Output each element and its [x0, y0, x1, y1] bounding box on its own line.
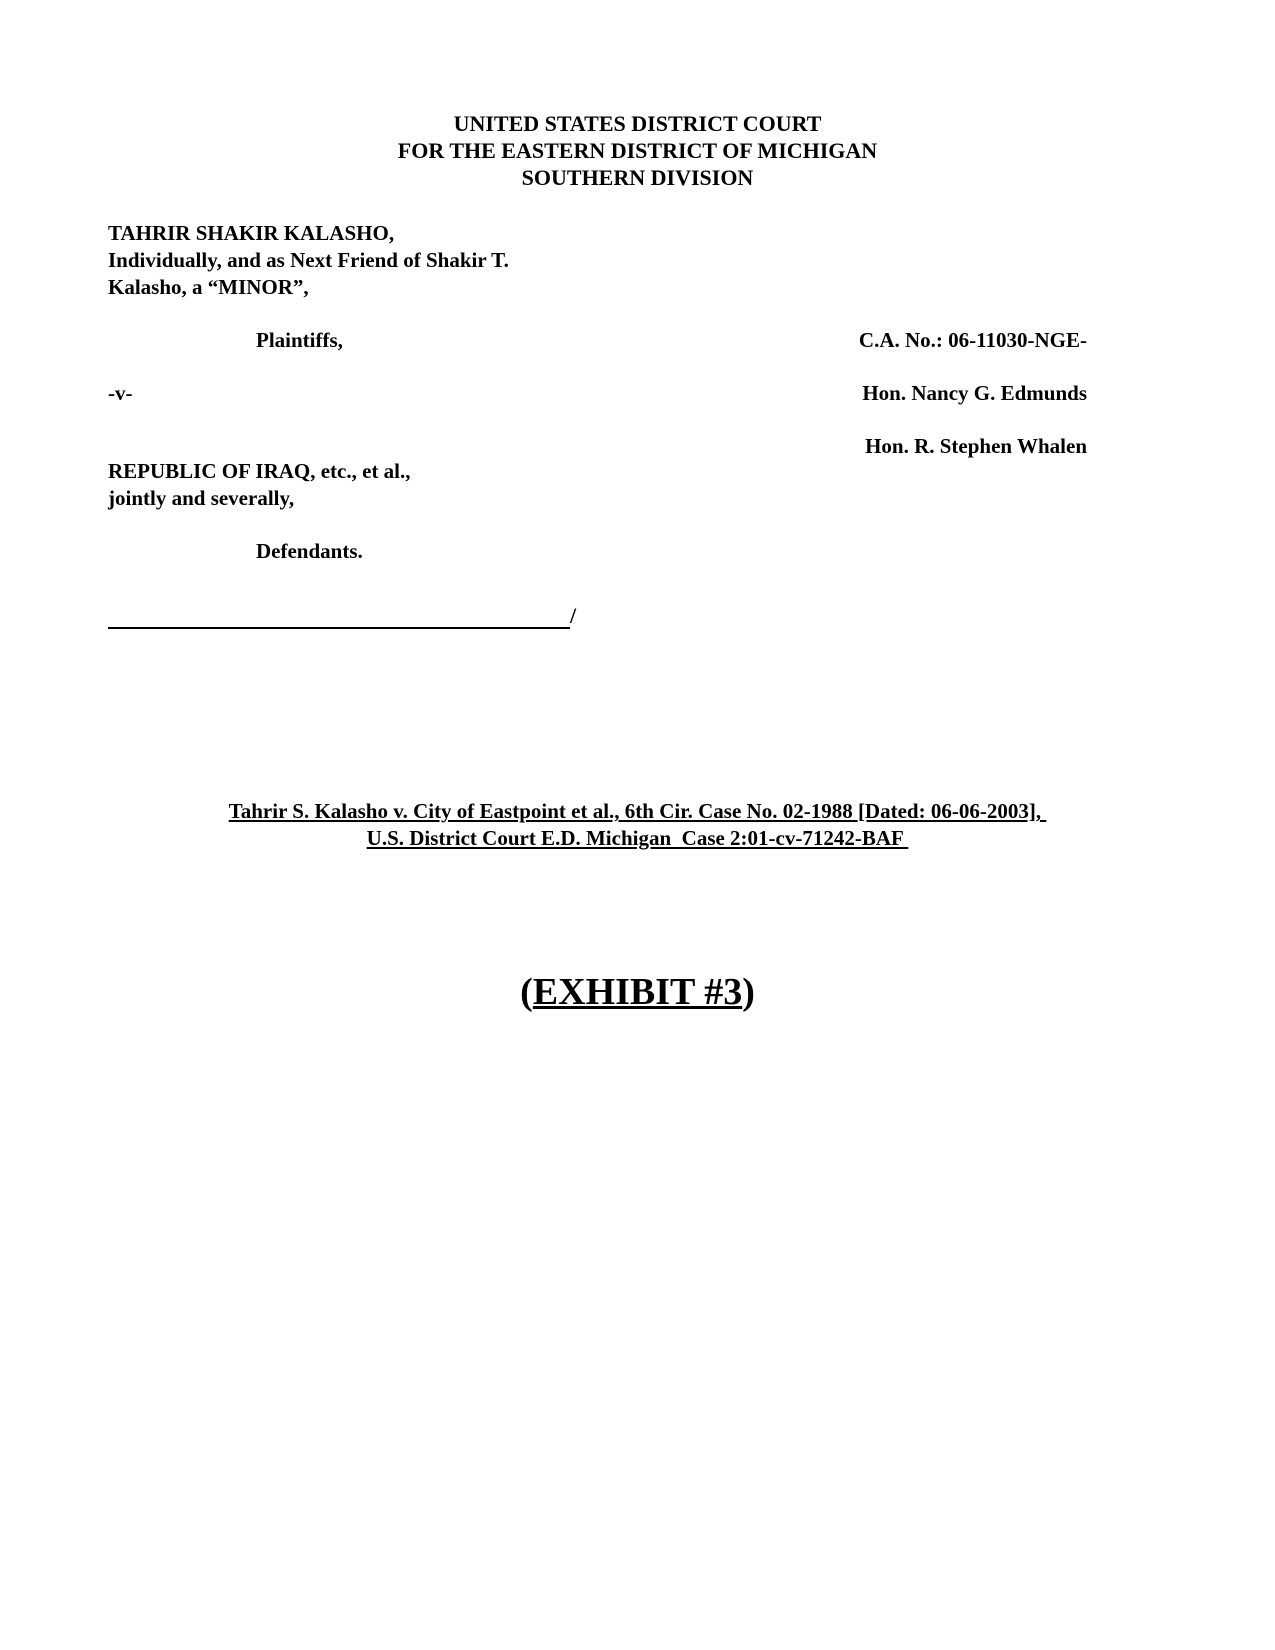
plaintiff-name: TAHRIR SHAKIR KALASHO,	[108, 221, 395, 245]
defendant-name: REPUBLIC OF IRAQ, etc., et al.,	[108, 459, 411, 483]
case-number: C.A. No.: 06-11030-NGE-	[858, 328, 1087, 352]
exhibit-close-paren: )	[742, 971, 755, 1013]
exhibit-label: EXHIBIT #3	[532, 971, 743, 1013]
exhibit-title	[0, 970, 1275, 1014]
versus-label: -v-	[108, 381, 133, 405]
judge-name: Hon. Nancy G. Edmunds	[862, 381, 1087, 405]
exhibit-open-paren: (	[520, 971, 533, 1013]
court-district: FOR THE EASTERN DISTRICT OF MICHIGAN	[397, 138, 878, 163]
appeal-case-reference: Tahrir S. Kalasho v. City of Eastpoint et al., 6th Cir. Case No. 02-1988 [Dated: 06-06-2003],	[228, 799, 1047, 823]
defendant-description: jointly and severally,	[108, 486, 295, 510]
defendants-label: Defendants.	[256, 539, 363, 563]
case-references	[0, 798, 1275, 852]
court-name: UNITED STATES DISTRICT COURT	[453, 111, 822, 136]
plaintiff-description: Individually, and as Next Friend of Shakir T.	[108, 248, 509, 272]
defendant-block	[108, 458, 411, 512]
court-header	[0, 110, 1275, 191]
plaintiff-block	[108, 220, 509, 301]
district-case-reference: U.S. District Court E.D. Michigan Case 2:01-cv-71242-BAF	[366, 826, 909, 850]
plaintiffs-label: Plaintiffs,	[256, 328, 343, 352]
caption-closing-line	[108, 603, 577, 632]
plaintiff-description-cont: Kalasho, a “MINOR”,	[108, 275, 309, 299]
caption-slash: /	[570, 603, 577, 628]
magistrate-judge-name: Hon. R. Stephen Whalen	[865, 434, 1087, 458]
caption-rule	[108, 627, 570, 629]
court-division: SOUTHERN DIVISION	[521, 165, 754, 190]
